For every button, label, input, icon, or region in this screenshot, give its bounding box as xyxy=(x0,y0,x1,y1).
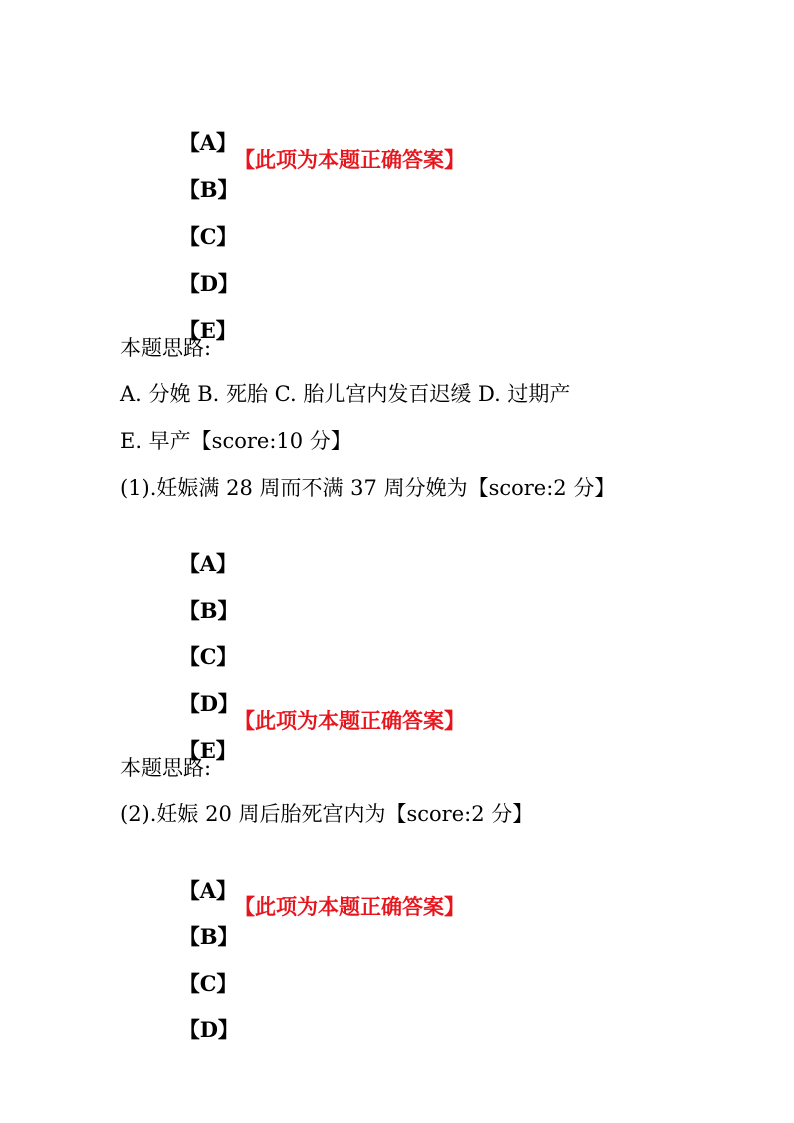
correct-answer-marker: 【此项为本题正确答案】 xyxy=(234,894,465,919)
option-d xyxy=(152,659,239,716)
option-label: 【C】 xyxy=(178,644,238,669)
option-label: 【A】 xyxy=(178,878,237,903)
question-text: (2).妊娠 20 周后胎死宫内为【score:2 分】 xyxy=(120,802,534,826)
option-label: 【C】 xyxy=(178,971,238,996)
option-label: 【D】 xyxy=(178,691,239,716)
option-label: 【D】 xyxy=(178,271,239,296)
correct-answer-marker: 【此项为本题正确答案】 xyxy=(234,708,465,733)
option-c xyxy=(152,939,238,996)
option-label: 【B】 xyxy=(178,598,239,623)
option-label: 【A】 xyxy=(178,551,237,576)
option-label: 【E】 xyxy=(178,738,237,763)
analysis-label: 本题思路: xyxy=(120,336,212,360)
option-label: 【B】 xyxy=(178,177,239,202)
option-label: 【E】 xyxy=(178,318,237,343)
option-e xyxy=(152,706,465,763)
analysis-label: 本题思路: xyxy=(120,756,212,780)
option-label: 【C】 xyxy=(178,224,238,249)
option-c xyxy=(152,192,238,249)
choices-line: E. 早产【score:10 分】 xyxy=(120,429,352,453)
option-c xyxy=(152,612,238,669)
option-e xyxy=(152,286,237,343)
option-label: 【A】 xyxy=(178,130,237,155)
question-text: (1).妊娠满 28 周而不满 37 周分娩为【score:2 分】 xyxy=(120,476,616,500)
option-b xyxy=(152,892,465,949)
option-a xyxy=(152,846,237,903)
option-d xyxy=(152,239,239,296)
correct-answer-marker: 【此项为本题正确答案】 xyxy=(234,147,465,172)
option-d xyxy=(152,985,239,1042)
option-a xyxy=(152,519,237,576)
option-label: 【B】 xyxy=(178,924,239,949)
choices-line: A. 分娩 B. 死胎 C. 胎儿宫内发百迟缓 D. 过期产 xyxy=(120,382,571,406)
option-b xyxy=(152,145,465,202)
option-a xyxy=(152,98,237,155)
option-label: 【D】 xyxy=(178,1017,239,1042)
option-b xyxy=(152,566,239,623)
